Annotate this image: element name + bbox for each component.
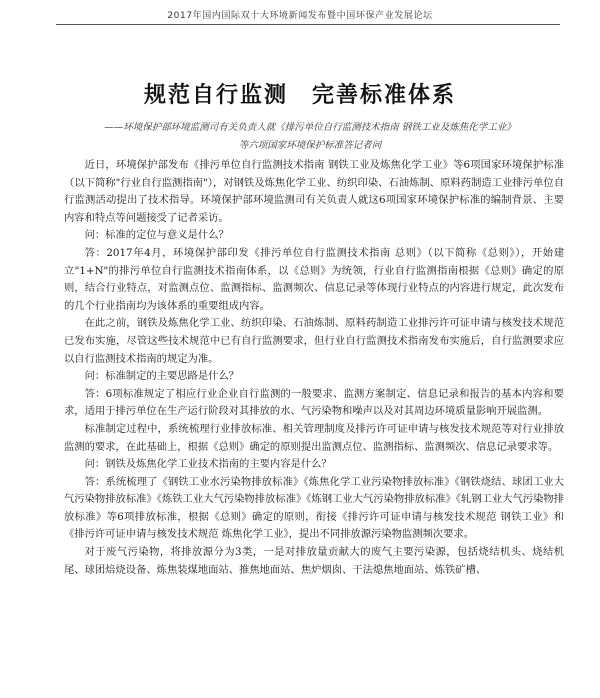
article-body xyxy=(64,157,564,579)
header-rule xyxy=(56,24,560,25)
paragraph: 答：系统梳理了《钢铁工业水污染物排放标准》《炼焦化学工业污染物排放标准》《钢铁烧结、球团工业大气污染物排放标准》《炼铁工业大气污染物排放标准》《炼钢工业大气污染物排放标准》《轧钢工业大气污染物排放标准》等6项排放标准，根据《总则》确定的原则，衔接《排污许可证申请与核发技术规范 钢铁工业》和《排污许可证申请与核发技术规范 炼焦化学工业》，提出不同排放源污染物监测频次要求。 xyxy=(64,475,564,541)
byline-line-2: 等六项国家环境保护标准答记者问 xyxy=(238,140,382,151)
paragraph: 对于废气污染物，将排放源分为3类，一是对排放量贡献大的废气主要污染源，包括烧结机头、烧结机尾、球团焙烧设备、炼焦装煤地面站、推焦地面站、焦炉烟囱、干法熄焦地面站、炼铁矿槽、 xyxy=(64,546,564,576)
paragraph: 标准制定过程中，系统梳理行业排放标准、相关管理制度及排污许可证申请与核发技术规范等对行业排放监测的要求，在此基础上，根据《总则》确定的原则提出监测点位、监测指标、监测频次、信息记录要求等。 xyxy=(64,422,564,453)
question: 问：标准制定的主要思路是什么？ xyxy=(84,370,240,383)
question: 问：标准的定位与意义是什么？ xyxy=(84,229,229,242)
article-byline xyxy=(60,119,560,155)
question: 问：钢铁及炼焦化学工业技术指南的主要内容是什么？ xyxy=(84,458,332,471)
byline-line-1: ——环境保护部环境监测司有关负责人就《排污单位自行监测技术指南 钢铁工业及炼焦化学工业》 xyxy=(104,122,516,133)
running-header: 2017年国内国际双十大环境新闻发布暨中国环保产业发展论坛 xyxy=(167,11,433,21)
paragraph: 近日，环境保护部发布《排污单位自行监测技术指南 钢铁工业及炼焦化学工业》等6项国家环境保护标准（以下简称"行业自行监测指南"），对钢铁及炼焦化学工业、纺织印染、石油炼制、原料药制造工业排污单位自行监测活动提出了技术指导。环境保护部环境监测司有关负责人就这6项国家环境保护标准的编制背景、主要内容和特点等问题接受了记者采访。 xyxy=(64,159,564,224)
paragraph: 在此之前，钢铁及炼焦化学工业、纺织印染、石油炼制、原料药制造工业排污许可证申请与核发技术规范已发布实施，尽管这些技术规范中已有自行监测要求，但行业自行监测技术指南发布实施后，自行监测要求应以自行监测技术指南的规定为准。 xyxy=(64,317,564,365)
paragraph: 答：2017年4月，环境保护部印发《排污单位自行监测技术指南 总则》（以下简称《总则》），开始建立"1+N"的排污单位自行监测技术指南体系，以《总则》为统领，行业自行监测指南根据《总则》确定的原则，结合行业特点，对监测点位、监测指标、监测频次、信息记录等体现行业特点的内容进行规定，此次发布的几个行业指南均为该体系的重要组成内容。 xyxy=(64,246,564,312)
paragraph: 答：6项标准规定了相应行业企业自行监测的一般要求、监测方案制定、信息记录和报告的基本内容和要求，适用于排污单位在生产运行阶段对其排放的水、气污染物和噪声以及对其周边环境质量影响开展监测。 xyxy=(64,387,564,418)
article-title: 规范自行监测 完善标准体系 xyxy=(143,83,456,108)
